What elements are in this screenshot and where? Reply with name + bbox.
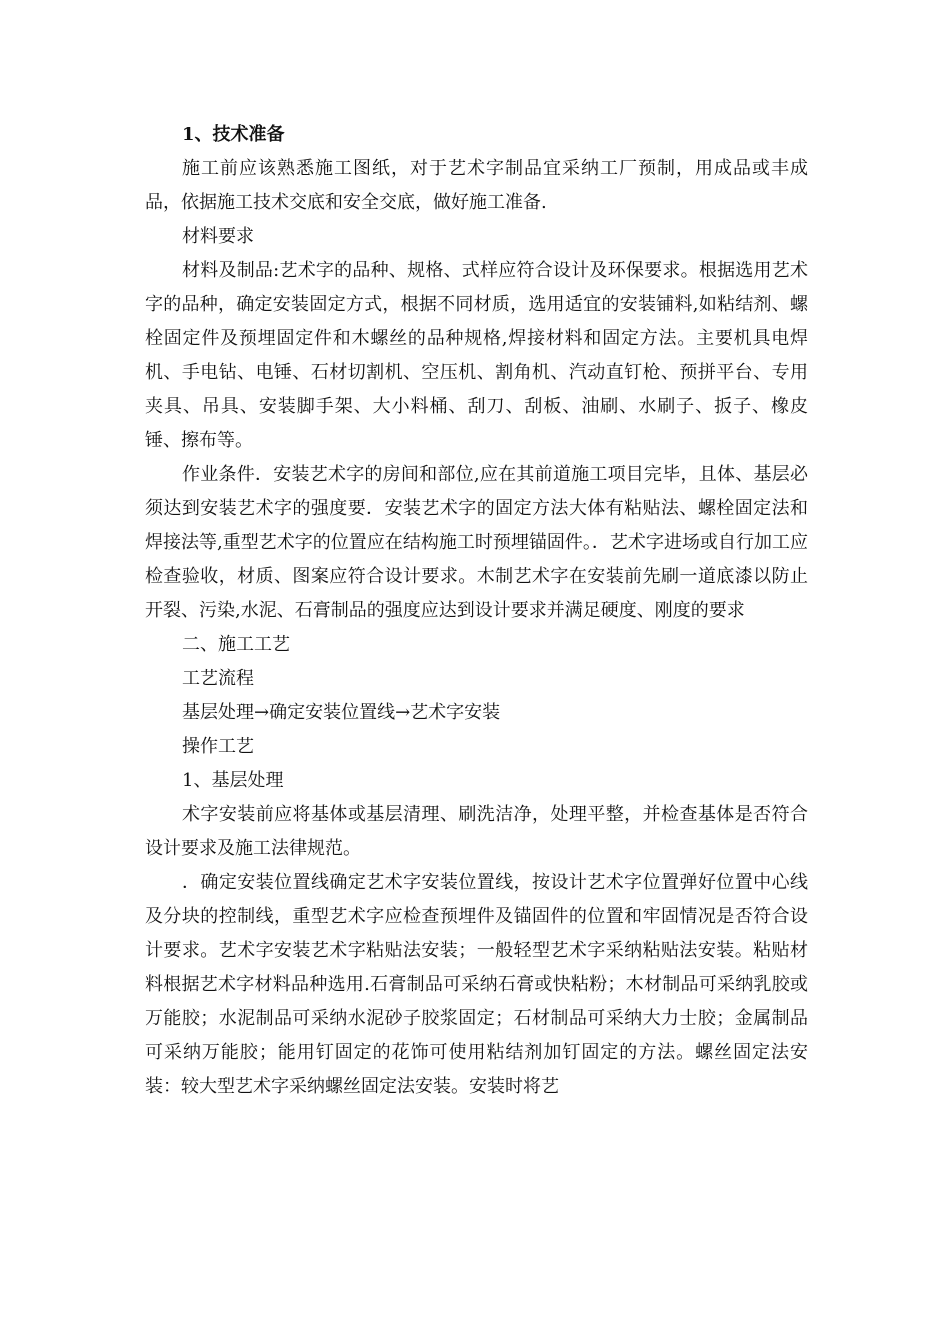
paragraph-working-conditions: 作业条件．安装艺术字的房间和部位,应在其前道施工项目完毕，且体、基层必须达到安装艺术字的强度要．安装艺术字的固定方法大体有粘贴法、螺栓固定法和焊接法等,重型艺术字的位置应在结构施工时预埋锚固件。．艺术字进场或自行加工应检查验收，材质、图案应符合设计要求。木制艺术字在安装前先刷一道底漆以防止开裂、污染,水泥、石膏制品的强度应达到设计要求并满足硬度、刚度的要求 (145, 464, 808, 621)
subheading-material-requirements: 材料要求 (182, 226, 254, 247)
paragraph-materials-and-products: 材料及制品:艺术字的品种、规格、式样应符合设计及环保要求。根据选用艺术字的品种，确定安装固定方式，根据不同材质，选用适宜的安装铺料,如粘结剂、螺栓固定件及预埋固定件和木螺丝的品种规格,焊接材料和固定方法。主要机具电焊机、手电钻、电锤、石材切割机、空压机、割角机、汽动直钉枪、预拼平台、专用夹具、吊具、安装脚手架、大小料桶、刮刀、刮板、油刷、水刷子、扳子、橡皮锤、擦布等。 (145, 260, 808, 451)
subheading-operation-process: 操作工艺 (182, 736, 254, 757)
paragraph-construction-prep: 施工前应该熟悉施工图纸，对于艺术字制品宜采纳工厂预制，用成品或丰成品，依据施工技术交底和安全交底，做好施工准备. (145, 158, 808, 213)
subheading-base-treatment: 1、基层处理 (182, 770, 284, 791)
document-page (145, 118, 808, 1104)
subheading-process-flow: 工艺流程 (182, 668, 254, 689)
paragraph-base-treatment: 术字安装前应将基体或基层清理、刷洗洁净，处理平整，并检查基体是否符合设计要求及施工法律规范。 (145, 804, 808, 859)
section-heading-construction-process: 二、施工工艺 (182, 634, 290, 655)
section-heading-tech-prep: 1、技术准备 (182, 124, 285, 145)
paragraph-installation-position: ．确定安装位置线确定艺术字安装位置线，按设计艺术字位置弹好位置中心线及分块的控制线，重型艺术字应检查预埋件及锚固件的位置和牢固情况是否符合设计要求。艺术字安装艺术字粘贴法安装；一般轻型艺术字采纳粘贴法安装。粘贴材料根据艺术字材料品种选用.石膏制品可采纳石膏或快粘粉；木材制品可采纳乳胶或万能胶；水泥制品可采纳水泥砂子胶浆固定；石材制品可采纳大力士胶；金属制品可采纳万能胶；能用钉固定的花饰可使用粘结剂加钉固定的方法。螺丝固定法安装：较大型艺术字采纳螺丝固定法安装。安装时将艺 (145, 872, 808, 1097)
paragraph-process-flow-steps: 基层处理→确定安装位置线→艺术字安装 (182, 702, 501, 723)
